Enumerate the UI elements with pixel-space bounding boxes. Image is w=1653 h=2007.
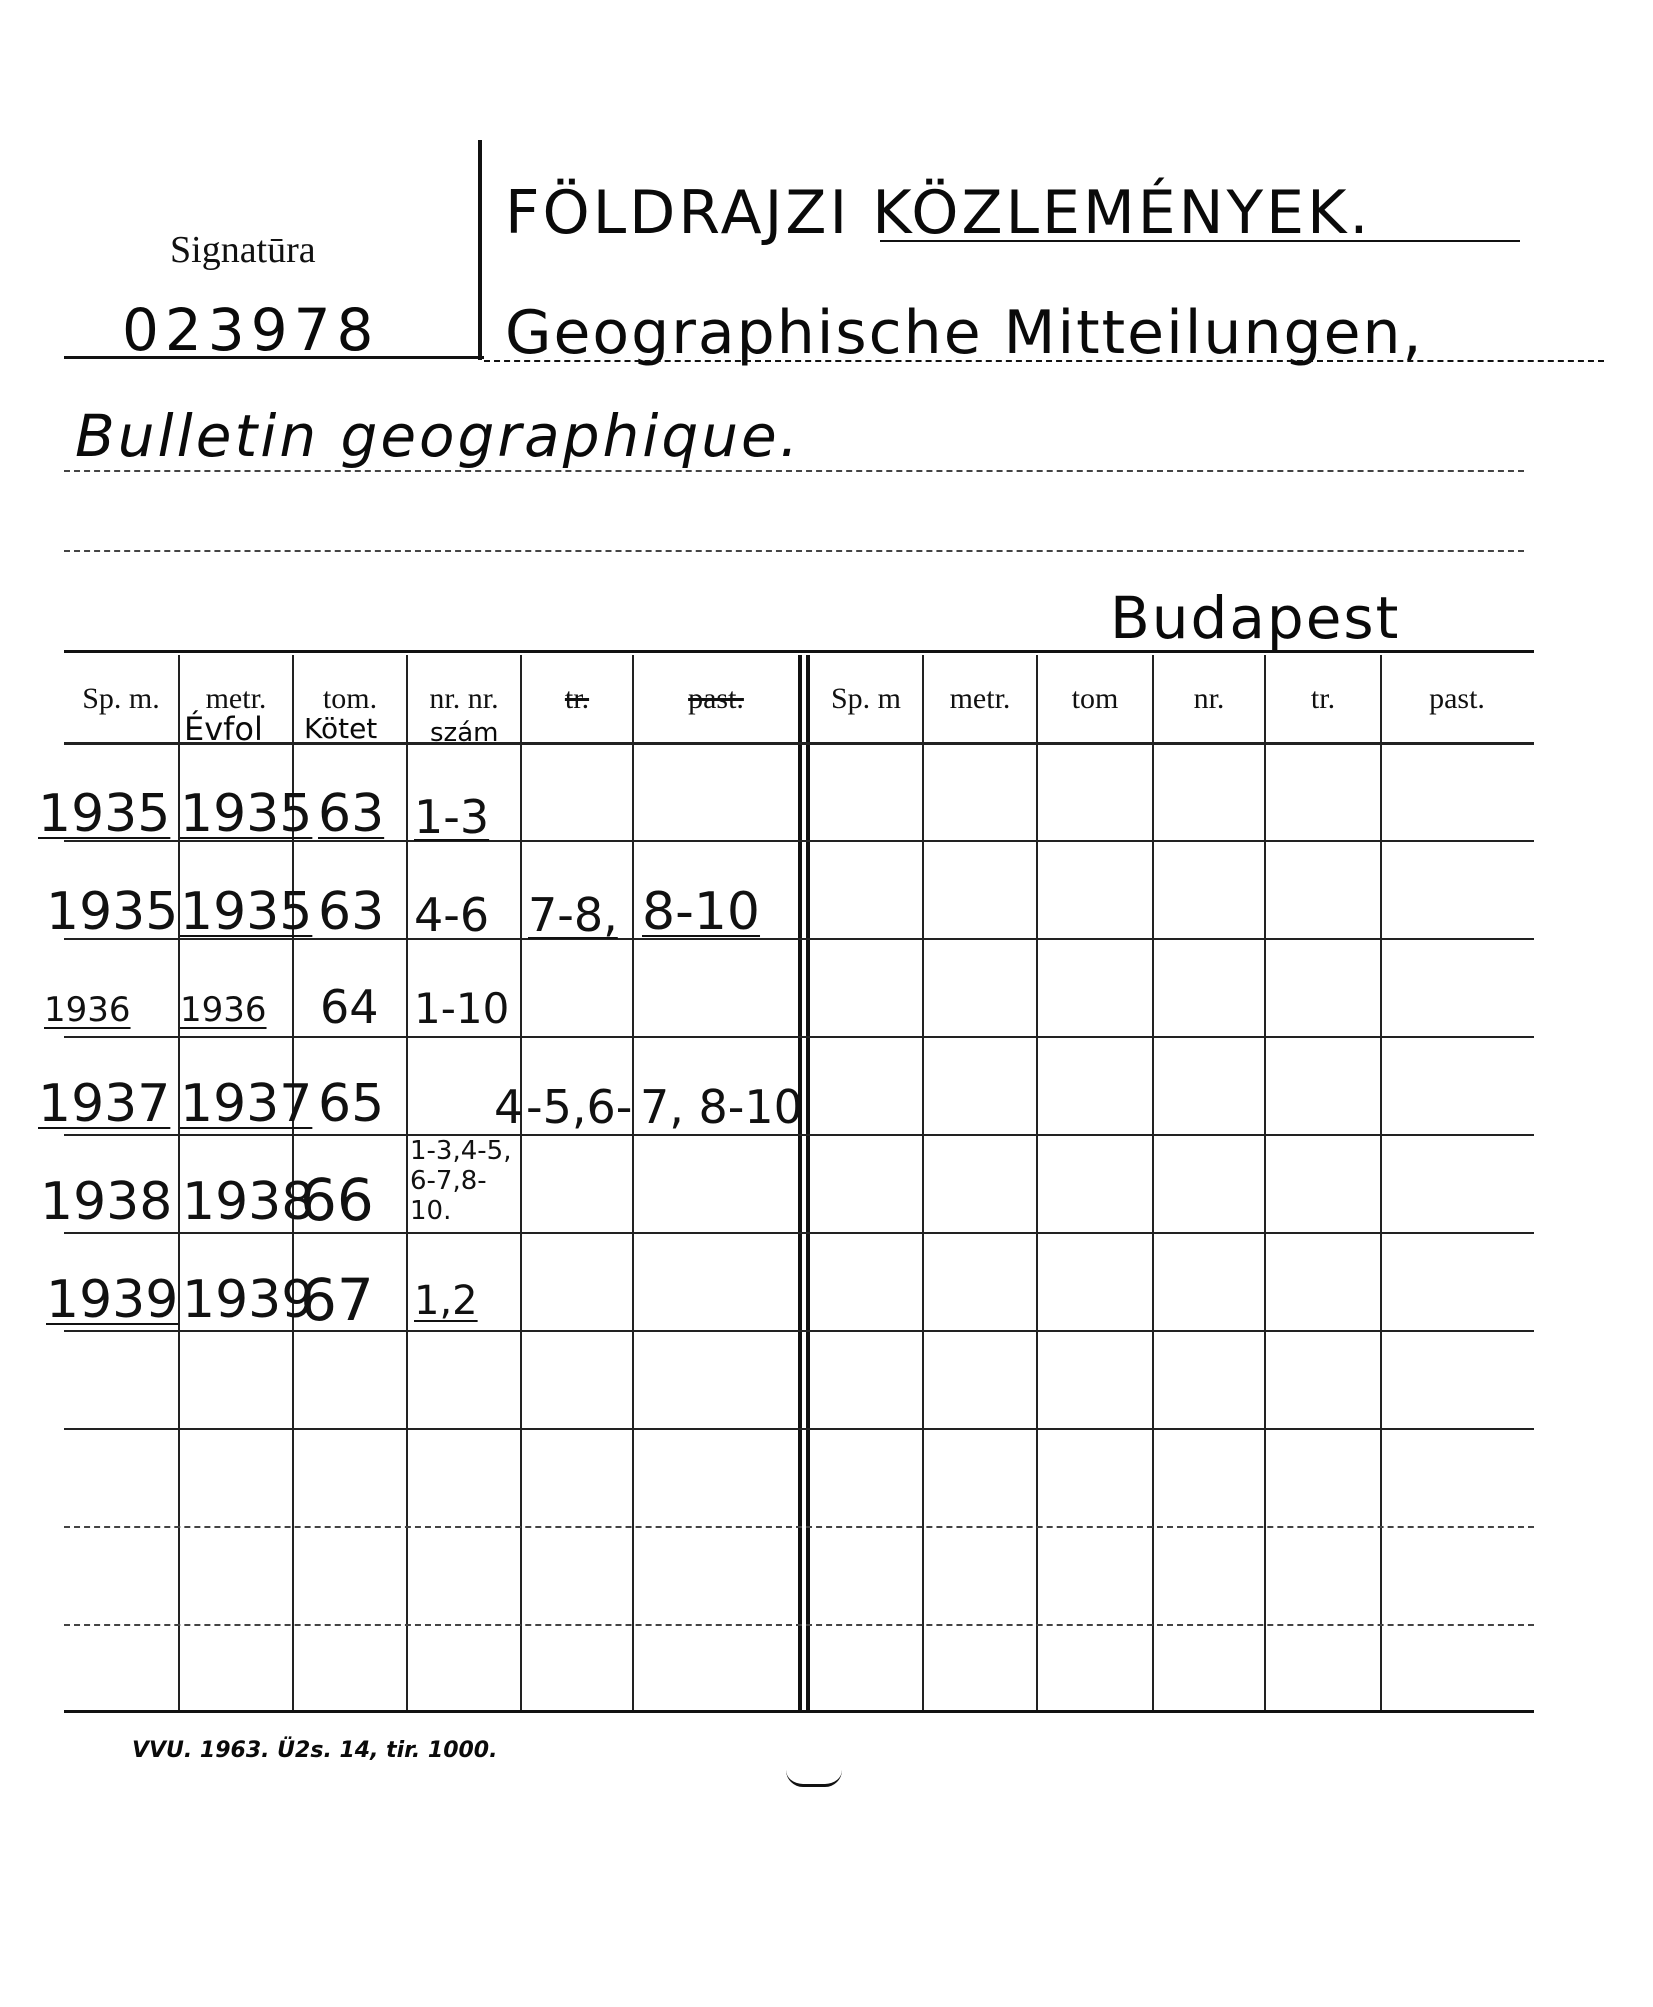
col-line	[922, 655, 924, 1710]
header-evfol: Évfol	[184, 710, 263, 748]
col-line	[1380, 655, 1382, 1710]
row-5-szam: 1-3,4-5, 6-7,8-10.	[410, 1136, 512, 1226]
row-4-tr: -5,6-	[526, 1080, 633, 1134]
row-6-kotet: 67	[300, 1266, 374, 1334]
header-right-sp-m: Sp. m	[830, 682, 902, 715]
row-1-kotet: 63	[318, 784, 385, 844]
title-line-2: Geographische Mitteilungen,	[505, 298, 1424, 368]
col-line	[1036, 655, 1038, 1710]
scan-mark	[786, 1770, 842, 1787]
header-szam: szám	[430, 718, 499, 748]
title-line-1-underline	[880, 240, 1520, 242]
row-1-sp: 1935	[38, 784, 171, 844]
row-1-szam: 1-3	[414, 790, 490, 844]
row-4-kotet: 65	[318, 1074, 385, 1134]
row-3-kotet: 64	[320, 980, 379, 1034]
row-2-sp: 1935	[46, 882, 179, 942]
title-line-3-underline	[64, 470, 1524, 472]
header-kotet: Kötet	[304, 712, 378, 745]
blank-line	[64, 550, 1524, 552]
col-line	[632, 655, 634, 1710]
header-bottom-rule	[64, 742, 1534, 745]
col-line	[520, 655, 522, 1710]
row-line	[64, 1134, 1534, 1136]
row-4-szam: 4	[494, 1080, 524, 1134]
row-line	[64, 1036, 1534, 1038]
row-3-sp: 1936	[44, 990, 131, 1030]
row-2-evfol: 1935	[180, 882, 313, 942]
title-line-1: FÖLDRAJZI KÖZLEMÉNYEK.	[505, 178, 1372, 248]
row-line	[64, 1526, 1534, 1528]
header-right-metr: metr.	[949, 682, 1011, 715]
header-right-nr: nr.	[1193, 682, 1225, 715]
table-bottom-rule	[64, 1710, 1534, 1713]
row-3-szam: 1-10	[414, 984, 510, 1033]
col-line	[406, 655, 408, 1710]
row-line	[64, 1428, 1534, 1430]
row-1-evfol: 1935	[180, 784, 313, 844]
row-line	[64, 1232, 1534, 1234]
col-line	[1264, 655, 1266, 1710]
row-6-szam: 1,2	[414, 1278, 478, 1324]
header-sp-m: Sp. m.	[82, 682, 160, 715]
center-divider	[806, 655, 810, 1710]
title-line-3: Bulletin geographique.	[75, 402, 802, 470]
row-3-evfol: 1936	[180, 990, 267, 1030]
row-5-kotet: 66	[300, 1166, 374, 1234]
header-tr: tr.	[564, 682, 590, 715]
row-4-evfol: 1937	[180, 1074, 313, 1134]
row-2-szam: 4-6	[414, 888, 490, 942]
title-line-2-underline	[484, 360, 1604, 362]
center-divider	[798, 655, 802, 1710]
row-2-past: 8-10	[642, 882, 761, 942]
col-line	[1152, 655, 1154, 1710]
row-line	[64, 1330, 1534, 1332]
header-divider	[478, 140, 482, 360]
signature-label: Signatūra	[170, 229, 316, 271]
print-note: VVU. 1963. Ü2s. 14, tir. 1000.	[132, 1738, 498, 1763]
row-4-sp: 1937	[38, 1074, 171, 1134]
signature-underline	[64, 356, 484, 359]
signature-number: 023978	[122, 296, 380, 364]
header-tom: tom.	[322, 682, 378, 715]
header-right-past: past.	[1429, 682, 1485, 715]
row-5-evfol: 1938	[182, 1172, 315, 1232]
row-6-sp: 1939	[46, 1270, 179, 1330]
row-line	[64, 1624, 1534, 1626]
row-6-evfol: 1939	[182, 1270, 315, 1330]
header-right-tom: tom	[1071, 682, 1119, 715]
place-name: Budapest	[1110, 584, 1401, 652]
header-metr: metr.	[205, 682, 267, 715]
table-top-rule	[64, 650, 1534, 653]
row-2-kotet: 63	[318, 882, 385, 942]
row-2-tr: 7-8,	[528, 888, 618, 942]
row-4-past: 7, 8-10	[640, 1080, 803, 1134]
row-5-sp: 1938	[40, 1172, 173, 1232]
header-nr-nr: nr. nr.	[429, 682, 499, 715]
header-right-tr: tr.	[1310, 682, 1336, 715]
header-past: past.	[688, 682, 744, 715]
